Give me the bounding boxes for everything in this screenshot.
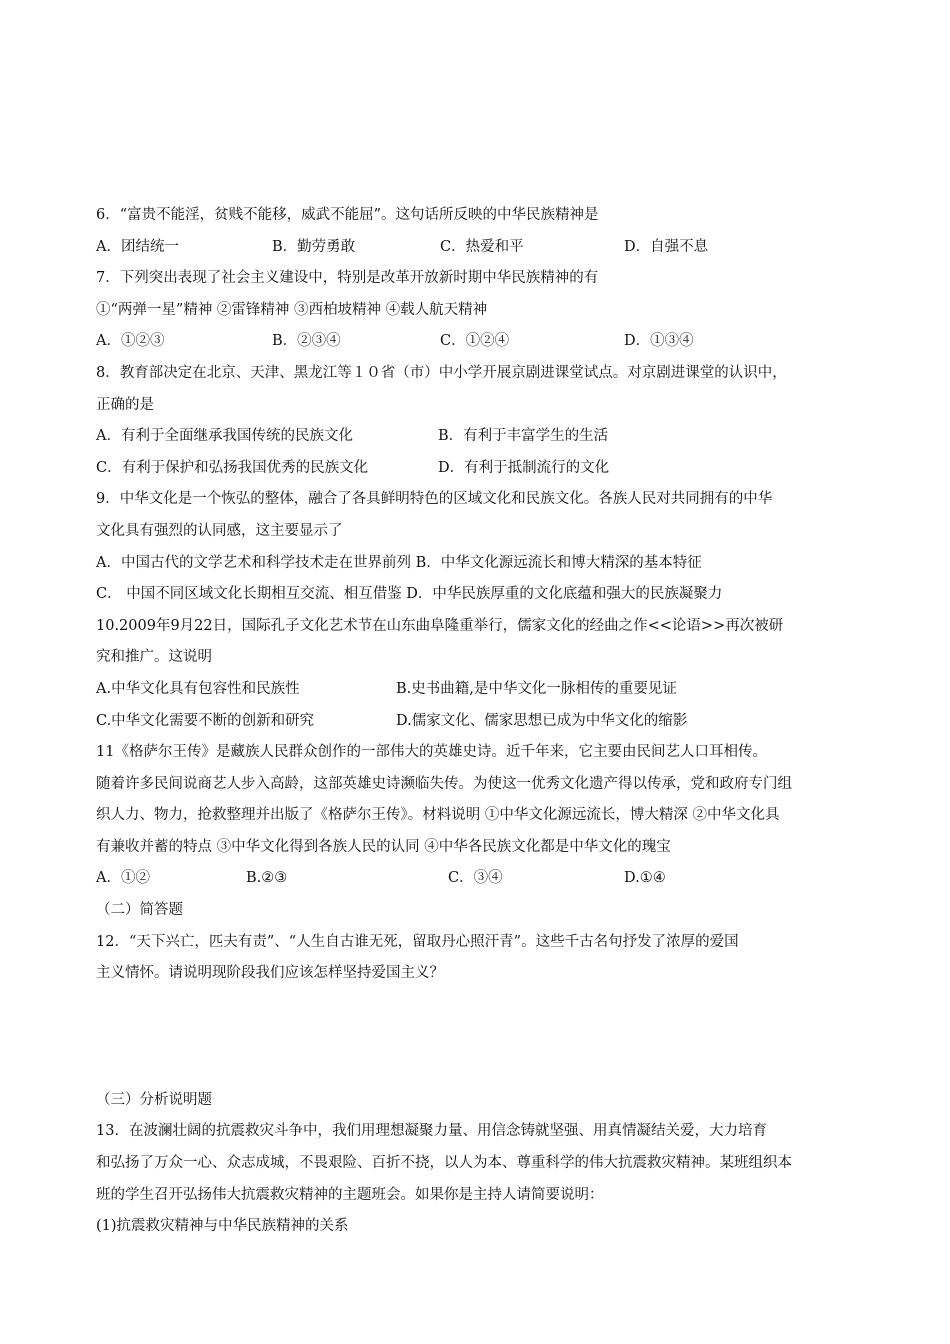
question-8-options-row2 — [96, 453, 896, 485]
q10-option-c: C.中华文化需要不断的创新和研究 — [96, 712, 315, 729]
q10-option-b: B.史书曲籍,是中华文化一脉相传的重要见证 — [396, 680, 677, 697]
question-13-line2: 和弘扬了万众一心、众志成城，不畏艰险、百折不挠，以人为本、尊重科学的伟大抗震救灾精神。某班组织本 — [96, 1155, 792, 1172]
q6-option-a: A．团结统一 — [96, 238, 179, 255]
question-10-stem-line1: 10.2009年9月22日，国际孔子文化艺术节在山东曲阜隆重举行，儒家文化的经曲之作<<论语>>再次被研 — [96, 617, 784, 634]
q8-option-d: D．有利于抵制流行的文化 — [438, 459, 610, 476]
section-2-heading: （二）简答题 — [96, 902, 183, 919]
q11-option-d: D.①④ — [624, 870, 666, 887]
q10-option-a: A.中华文化具有包容性和民族性 — [96, 680, 300, 697]
question-11-stem-line2: 随着许多民间说商艺人步入高龄，这部英雄史诗濒临失传。为使这一优秀文化遗产得以传承，党和政府专门组 — [96, 775, 792, 792]
section-3-heading: （三）分析说明题 — [96, 1091, 212, 1108]
q7-option-b: B．②③④ — [272, 333, 341, 350]
question-8-stem-line1: 8．教育部决定在北京、天津、黑龙江等１０省（市）中小学开展京剧进课堂试点。对京剧进课堂的认识中， — [96, 364, 787, 381]
question-11-stem-line4: 有兼收并蓄的特点 ③中华文化得到各族人民的认同 ④中华各民族文化都是中华文化的瑰宝 — [96, 838, 671, 855]
q7-option-c: C．①②④ — [440, 333, 510, 350]
question-7-options — [96, 326, 896, 358]
question-13-line3: 班的学生召开弘扬伟大抗震救灾精神的主题班会。如果你是主持人请简要说明： — [96, 1186, 604, 1203]
q11-option-a: A．①② — [96, 870, 150, 887]
q7-option-d: D．①③④ — [624, 333, 694, 350]
q10-option-d: D.儒家文化、儒家思想已成为中华文化的缩影 — [396, 712, 688, 729]
question-6-stem: 6．“富贵不能淫，贫贱不能移，威武不能屈”。这句话所反映的中华民族精神是 — [96, 207, 599, 223]
question-11-options — [96, 863, 896, 895]
q8-option-a: A．有利于全面继承我国传统的民族文化 — [96, 428, 353, 445]
q8-option-b: B．有利于丰富学生的生活 — [438, 428, 609, 445]
question-13-sub1: (1)抗震救灾精神与中华民族精神的关系 — [96, 1218, 349, 1235]
question-10-stem-line2: 究和推广。这说明 — [96, 649, 212, 666]
question-9-options-row2: C． 中国不同区域文化长期相互交流、相互借鉴 D．中华民族厚重的文化底蕴和强大的民族凝聚力 — [96, 586, 723, 603]
q11-option-b: B.②③ — [246, 870, 288, 887]
question-7-stem: 7．下列突出表现了社会主义建设中，特别是改革开放新时期中华民族精神的有 — [96, 270, 599, 287]
question-9-stem-line2: 文化具有强烈的认同感，这主要显示了 — [96, 522, 343, 539]
question-9-options-row1: A．中国古代的文学艺术和科学技术走在世界前列 B．中华文化源远流长和博大精深的基本特征 — [96, 554, 702, 571]
question-8-stem-line2: 正确的是 — [96, 396, 154, 413]
question-11-stem-line3: 织人力、物力，抢救整理并出版了《格萨尔王传》。材料说明 ①中华文化源远流长，博大精深 ②中华文化具 — [96, 807, 780, 824]
q11-option-c: C．③④ — [448, 870, 503, 887]
question-9-stem-line1: 9．中华文化是一个恢弘的整体，融合了各具鲜明特色的区域文化和民族文化。各族人民对共同拥有的中华 — [96, 491, 773, 508]
q6-option-c: C．热爱和平 — [440, 238, 524, 255]
question-10-options-row2 — [96, 706, 896, 738]
q7-option-a: A．①②③ — [96, 333, 165, 350]
q6-option-b: B．勤劳勇敢 — [272, 238, 356, 255]
q6-option-d: D．自强不息 — [624, 238, 709, 255]
question-12-line1: 12．“天下兴亡，匹夫有责”、“人生自古谁无死，留取丹心照汗青”。这些千古名句抒发了浓厚的爱国 — [96, 933, 739, 950]
question-10-options-row1 — [96, 674, 896, 706]
question-8-options-row1 — [96, 421, 896, 453]
question-6-options — [96, 232, 896, 264]
question-7-items: ①“两弹一星”精神 ②雷锋精神 ③西柏坡精神 ④载人航天精神 — [96, 301, 488, 318]
answer-space — [96, 990, 896, 1085]
q8-option-c: C．有利于保护和弘扬我国优秀的民族文化 — [96, 459, 369, 476]
question-12-line2: 主义情怀。请说明现阶段我们应该怎样坚持爱国主义？ — [96, 965, 444, 982]
question-13-line1: 13．在波澜壮阔的抗震救灾斗争中，我们用理想凝聚力量、用信念铸就坚强、用真情凝结关爱，大力培育 — [96, 1123, 767, 1140]
question-11-stem-line1: 11《格萨尔王传》是藏族人民群众创作的一部伟大的英雄史诗。近千年来，它主要由民间艺人口耳相传。 — [96, 744, 767, 761]
exam-content — [96, 200, 896, 1243]
